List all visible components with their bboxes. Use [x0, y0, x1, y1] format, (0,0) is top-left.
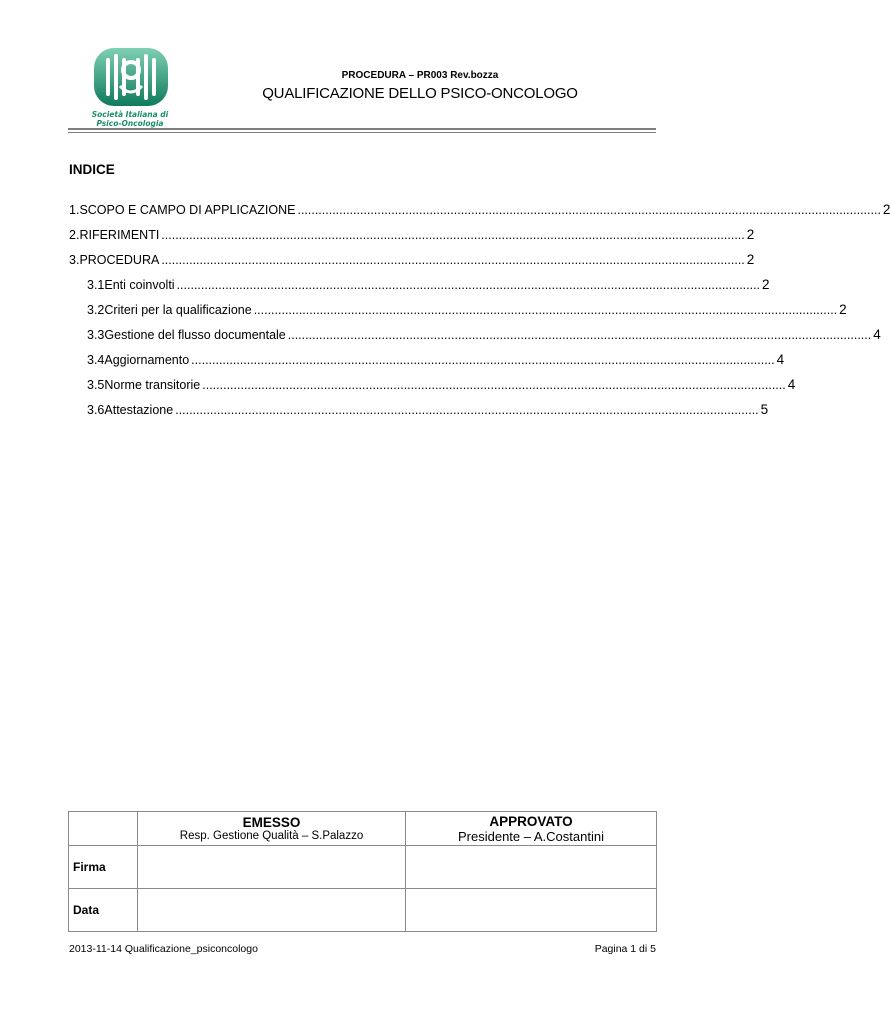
toc-entry[interactable]	[87, 277, 770, 292]
toc-title: Attestazione	[104, 403, 174, 417]
approvato-header-cell	[406, 812, 657, 846]
toc-title: PROCEDURA	[79, 253, 160, 267]
logo-caption	[84, 110, 176, 128]
toc-leader: ........................................................................................................................................................................	[175, 403, 759, 417]
toc-page: 4	[873, 327, 881, 342]
toc-leader: ........................................................................................................................................................................	[176, 278, 761, 292]
toc-title: RIFERIMENTI	[79, 228, 160, 242]
logo-caption-line2: Psico-Oncologia	[96, 119, 164, 128]
toc-page: 4	[787, 377, 796, 392]
approvato-title: APPROVATO	[489, 813, 573, 829]
document-title: QUALIFICAZIONE DELLO PSICO-ONCOLOGO	[262, 85, 578, 102]
logo-caption-line1: Società Italiana di	[91, 110, 169, 119]
data-label: Data	[69, 889, 138, 932]
toc-leader: ........................................................................................................................................................................	[161, 253, 745, 267]
toc-leader: ........................................................................................................................................................................	[161, 228, 745, 242]
toc-page: 2	[839, 302, 847, 317]
toc-page: 5	[760, 402, 769, 417]
toc-number: 2.	[69, 228, 80, 242]
procedure-code: PROCEDURA – PR003 Rev.bozza	[341, 70, 499, 81]
toc-number: 3.5	[87, 378, 105, 392]
firma-emesso-cell[interactable]	[138, 846, 406, 889]
data-approvato-cell[interactable]	[406, 889, 657, 932]
footer-page-number: Pagina 1 di 5	[594, 943, 656, 955]
data-emesso-cell[interactable]	[138, 889, 406, 932]
toc-number: 3.2	[87, 303, 105, 317]
toc-title: Enti coinvolti	[104, 278, 175, 292]
emesso-responsible: Resp. Gestione Qualità – S.Palazzo	[179, 830, 364, 842]
firma-label: Firma	[69, 846, 138, 889]
toc-entry[interactable]	[87, 377, 796, 392]
toc-title: Norme transitorie	[104, 378, 201, 392]
toc-title: Gestione del flusso documentale	[104, 328, 286, 342]
toc-entry[interactable]	[69, 202, 890, 217]
signature-table	[68, 811, 657, 932]
toc-number: 3.4	[87, 353, 105, 367]
toc-page: 2	[746, 227, 755, 242]
toc-number: 3.3	[87, 328, 105, 342]
toc-title: Aggiornamento	[104, 353, 190, 367]
toc-entry[interactable]	[87, 327, 881, 342]
toc-page: 2	[746, 252, 755, 267]
toc-number: 1.	[69, 203, 80, 217]
toc-number: 3.1	[87, 278, 105, 292]
header-rule-thin	[68, 132, 656, 133]
header-rule-thick	[68, 128, 656, 130]
toc-leader: ........................................................................................................................................................................	[253, 303, 838, 317]
indice-heading: INDICE	[69, 162, 115, 177]
emesso-header-cell	[138, 812, 406, 846]
toc-page: 2	[882, 202, 890, 217]
toc-entry[interactable]	[87, 302, 847, 317]
approvato-responsible: Presidente – A.Costantini	[458, 828, 604, 844]
toc-title: SCOPO E CAMPO DI APPLICAZIONE	[79, 203, 296, 217]
toc-number: 3.6	[87, 403, 105, 417]
emesso-title: EMESSO	[242, 815, 301, 830]
toc-leader: ........................................................................................................................................................................	[191, 353, 775, 367]
firma-approvato-cell[interactable]	[406, 846, 657, 889]
toc-leader: ........................................................................................................................................................................	[297, 203, 881, 217]
toc-number: 3.	[69, 253, 80, 267]
footer-document-id: 2013-11-14 Qualificazione_psiconcologo	[69, 943, 258, 955]
toc-entry[interactable]	[87, 352, 785, 367]
toc-page: 2	[762, 277, 770, 292]
toc-entry[interactable]	[69, 252, 755, 267]
toc-page: 4	[776, 352, 785, 367]
toc-leader: ........................................................................................................................................................................	[202, 378, 786, 392]
empty-corner-cell	[69, 812, 138, 846]
toc-entry[interactable]	[69, 227, 755, 242]
toc-title: Criteri per la qualificazione	[104, 303, 252, 317]
toc-entry[interactable]	[87, 402, 769, 417]
toc-leader: ........................................................................................................................................................................	[287, 328, 872, 342]
